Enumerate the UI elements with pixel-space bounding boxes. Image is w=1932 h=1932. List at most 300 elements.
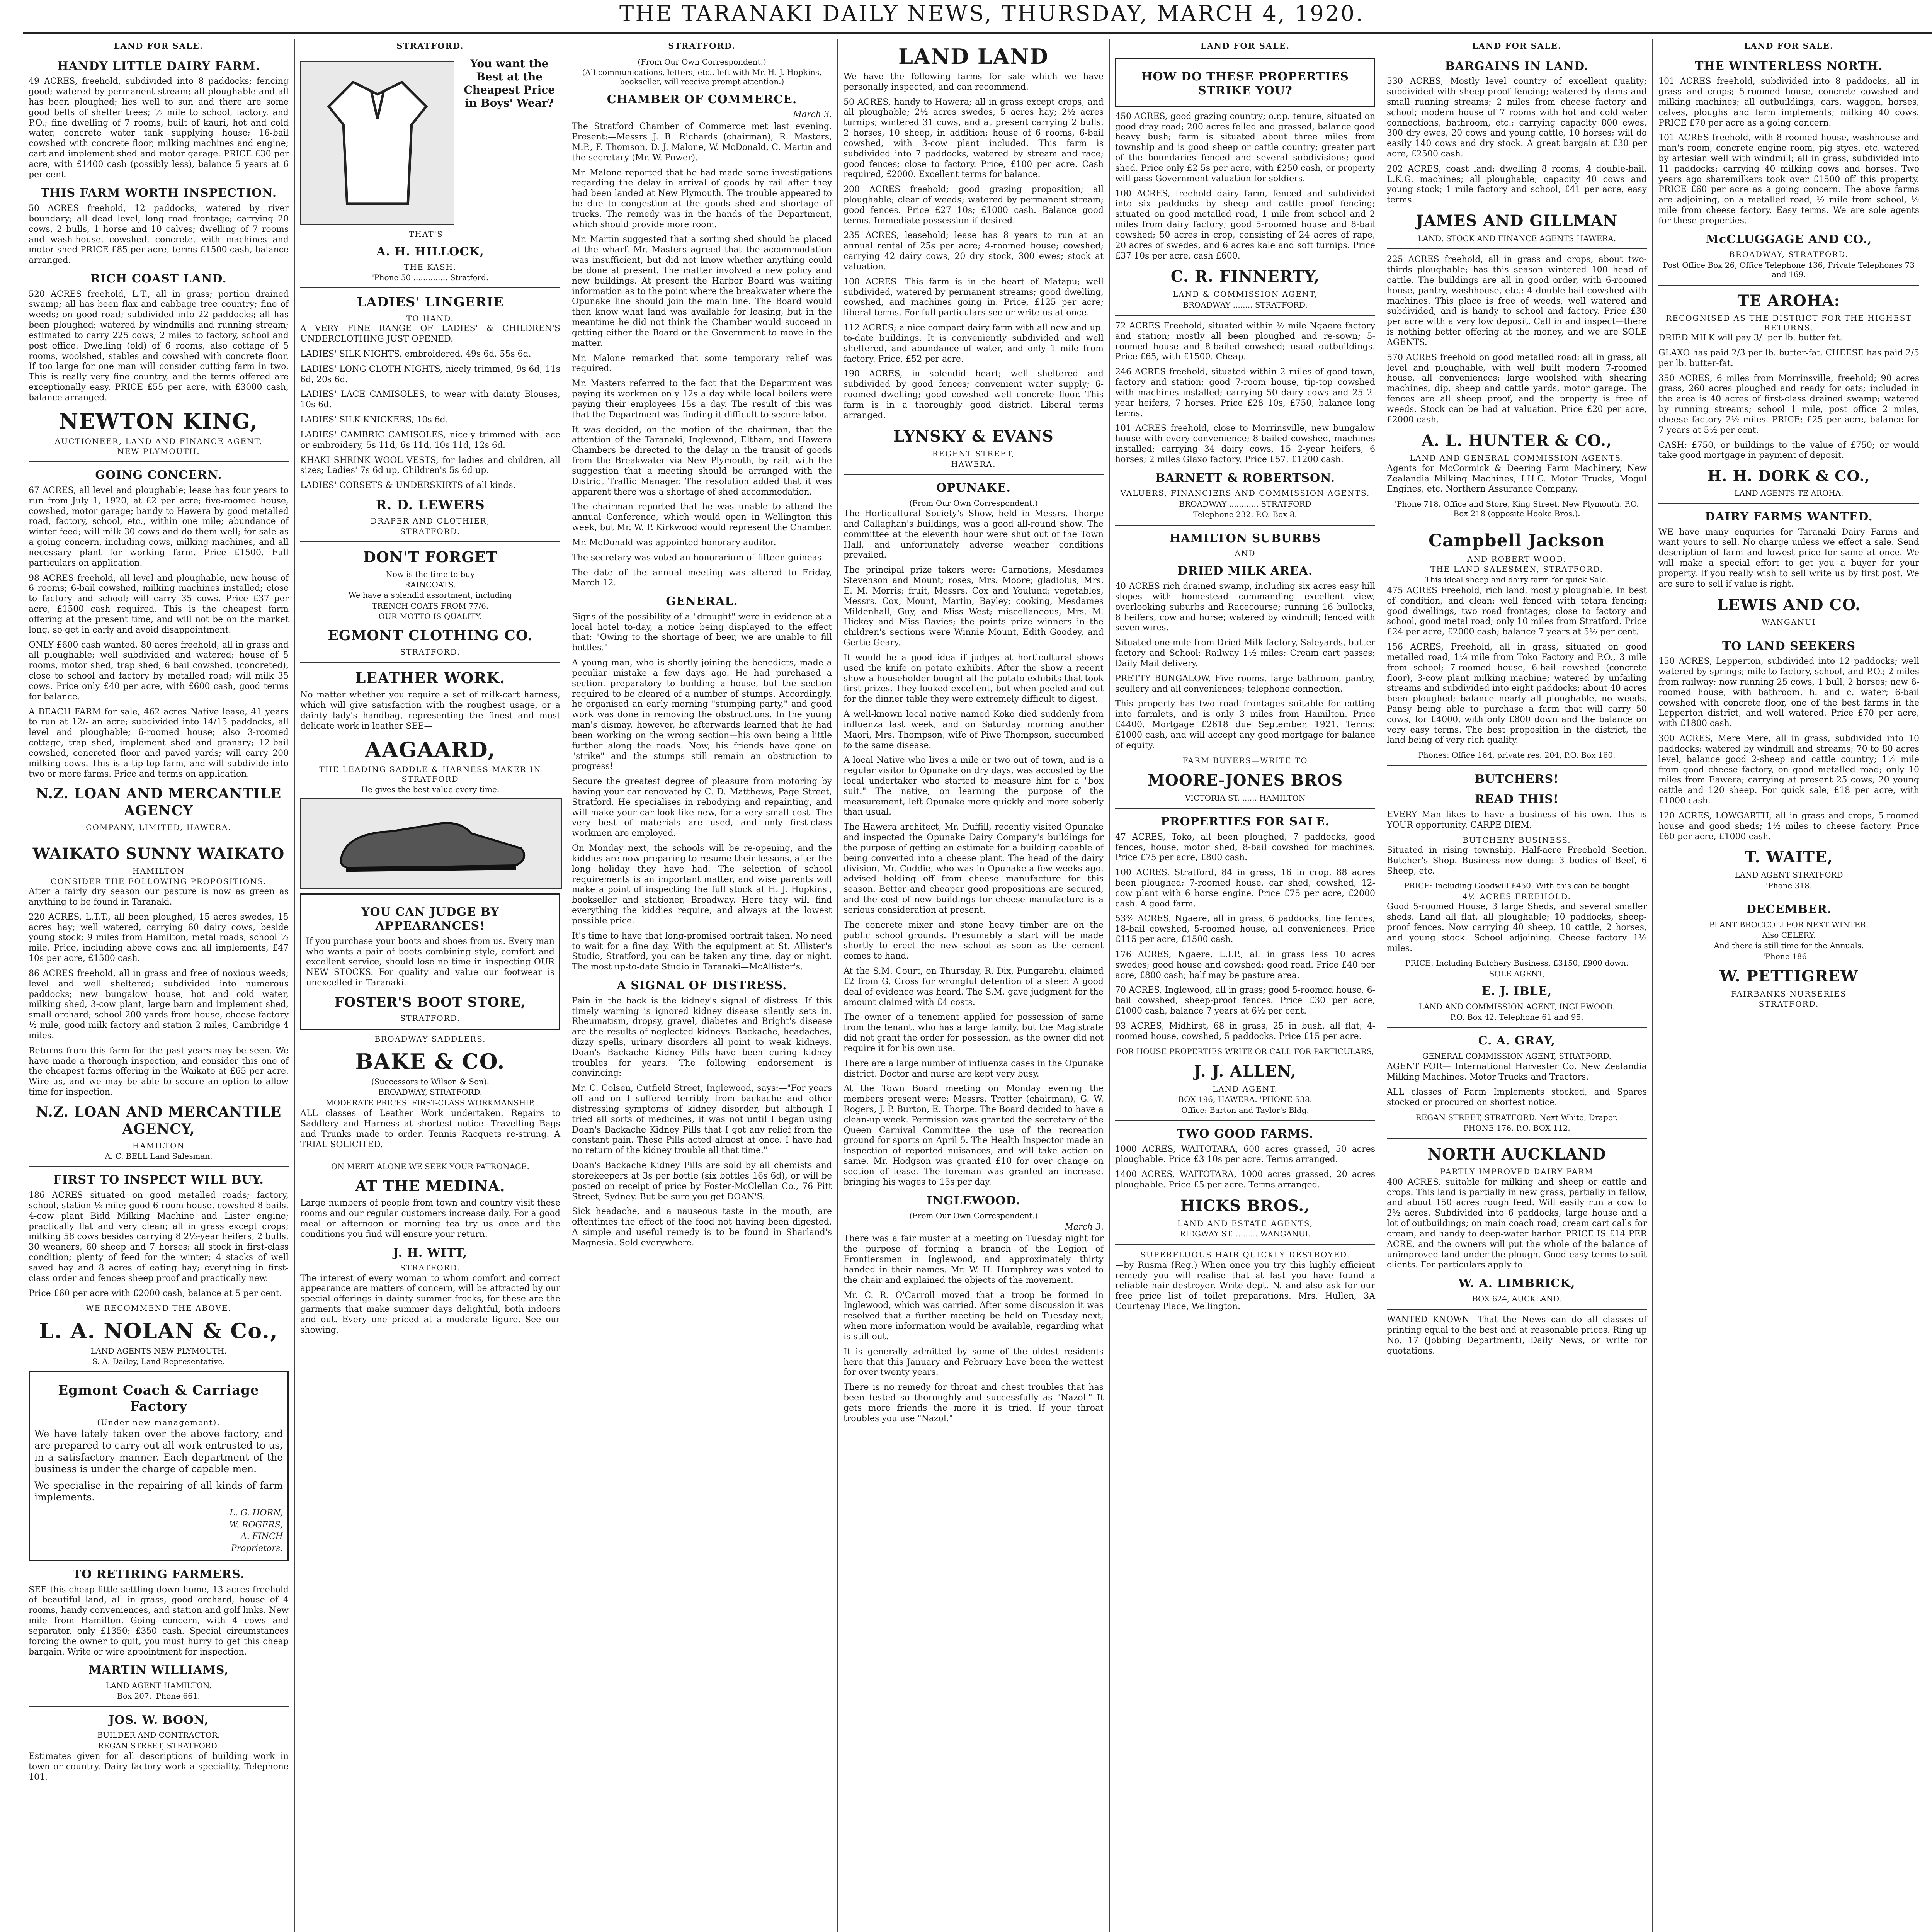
article-heading: GENERAL. xyxy=(666,595,738,609)
ad-text: After a fairly dry season our pasture is now as green as anything to be found in Taranaki. xyxy=(29,887,289,907)
lingerie-item: LADIES' SILK NIGHTS, embroidered, 49s 6d, 55s 6d. xyxy=(300,349,531,359)
ad-text: Situated in rising township. Half-acre Freehold Section. Butcher's Shop. Business now doing: 3 bodies of Beef, 6 Sheep, etc. xyxy=(1387,845,1647,876)
column-1 xyxy=(23,39,295,1932)
article-text: The Horticultural Society's Show, held in Messrs. Thorpe and Callaghan's buildings, was a good all-round show. The committee at the eleventh hour were shut out of the Town Hall, and unfortunately adverse weather conditions prevailed. xyxy=(844,509,1104,560)
ad-text: THAT'S— xyxy=(409,229,452,239)
article-text: Mr. Malone reported that he had made some investigations regarding the delay in arrival of goods by rail after they had been landed at New Plymouth. The trouble appeared to be due to congestion at the goods shed and shortage of trucks. The remedy was in the hands of the Department, which should provide more room. xyxy=(572,168,832,230)
agent-subtitle: LAND AND GENERAL COMMISSION AGENTS. xyxy=(1410,453,1624,463)
medina-heading: AT THE MEDINA. xyxy=(355,1177,505,1195)
article-text: There is no remedy for throat and chest troubles that has been tested so thoroughly and successfully as "Nazol." It gets more friends the more it is tried. If your throat troubles you use "Nazol." xyxy=(844,1383,1104,1423)
article-text: Mr. C. Colsen, Cutfield Street, Inglewood, says:—"For years off and on I suffered terribly from backache and other distressing symptoms of kidney disorder, but although I tried all sorts of medicines, it was not until I began using Doan's Backache Kidney Pills that I got any relief from the constant pain. These Pills acted almost at once. I have had no return of the kidney trouble all that time." xyxy=(572,1083,832,1156)
ad-heading: TO RETIRING FARMERS. xyxy=(72,1568,245,1582)
article-text: Mr. Masters referred to the fact that the Department was paying its workmen only 12s a day while local boilers were paying their employees 15s a day. The result of this was that the Department was finding it difficult to secure labor. xyxy=(572,379,832,420)
agent-town: STRATFORD. xyxy=(400,526,461,536)
ad-heading: HANDY LITTLE DAIRY FARM. xyxy=(57,59,260,73)
shirt-ad-text: You want the Best at the Cheapest Price in Boys' Wear? xyxy=(464,57,555,110)
divider xyxy=(1658,503,1919,504)
divider xyxy=(1387,1027,1647,1028)
ad-text: 246 ACRES freehold, situated within 2 miles of good town, factory and station; good 7-room house, tip-top cowshed with machines installed; carrying 50 dairy cows and 25 2-year heifers, 7 horses. Price £28 10s, £750, balance long terms. xyxy=(1115,367,1375,418)
ad-text: A BEACH FARM for sale, 462 acres Native lease, 41 years to run at 12/- an acre; subdivided into 14/15 paddocks, all level and ploughable; 6-roomed house; also 3-roomed cottage, trap shed, implement shed and granary; 12-bail cowshed, concreted floor and paved yards; will carry 200 milking cows. This is a tip-top farm, and will subdivide into two or more farms. Price and terms on application. xyxy=(29,707,289,779)
column-6 xyxy=(1381,39,1653,1932)
ad-text: 112 ACRES; a nice compact dairy farm with all new and up-to-date buildings. It is conveniently subdivided and well sheltered, and abundance of water, and only 1 mile from factory. Price, £52 per acre. xyxy=(844,323,1104,364)
agent-rep: S. A. Dailey, Land Representative. xyxy=(92,1357,225,1366)
article-text: A young man, who is shortly joining the benedicts, made a peculiar mistake a few days ago. He had purchased a section, preparatory to building a house, but the section required to be cleared of a number of stumps. Accordingly, he organised an early morning "stumping party," and good work was done in removing the obstructions. In the young man's dismay, however, he afterwards learned that he had been working on the wrong section—his own being a little further along the roads. Now, his friends have gone on "strike" and the stumps still remain an obstruction to progress! xyxy=(572,658,832,772)
agent-subtitle: FAIRBANKS NURSERIES xyxy=(1731,989,1847,998)
ad-text: DRIED MILK will pay 3/- per lb. butter-fat. xyxy=(1658,333,1842,343)
article-heading: OPUNAKE. xyxy=(936,481,1011,495)
ad-heading: GOING CONCERN. xyxy=(95,468,222,482)
shirt-illustration xyxy=(300,61,454,225)
agent-name: BAKE & CO. xyxy=(355,1049,505,1074)
agent-name: BARNETT & ROBERTSON. xyxy=(1155,471,1335,485)
agent-subtitle: BUILDER AND CONTRACTOR. xyxy=(97,1730,220,1740)
agency-subtitle: HAMILTON xyxy=(132,1141,185,1150)
agent-name: NEWTON KING, xyxy=(59,408,259,434)
agent-subtitle: LAND AND ESTATE AGENTS, xyxy=(1177,1218,1313,1228)
ad-subheading: RECOGNISED AS THE DISTRICT FOR THE HIGHEST RETURNS. xyxy=(1666,313,1912,332)
ad-heading: TO LAND SEEKERS xyxy=(1722,639,1856,653)
article-text: There are a large number of influenza cases in the Opunake district. Doctor and nurse are kept very busy. xyxy=(844,1058,1104,1079)
ad-text: 475 ACRES Freehold, rich land, mostly ploughable. In best of condition, and clean; well fenced with totara fencing; good dwellings, two road frontages; close to factory and school, good metal road; only 10 miles from Stratford. Price £24 per acre, £2000 cash; balance 7 years at 5½ per cent. xyxy=(1387,585,1647,637)
article-text: Pain in the back is the kidney's signal of distress. If this timely warning is ignored kidney disease silently sets in. Rheumatism, dropsy, gravel, diabetes and Bright's disease are the results of neglected kidneys. Backache, headaches, dizzy spells, urinary disorders all point to weak kidneys. Doan's Backache Kidney Pills have been curing kidney troubles for years. The following endorsement is convincing: xyxy=(572,996,832,1078)
agent-name: A. H. HILLOCK, xyxy=(376,245,484,259)
ad-text: 186 ACRES situated on good metalled roads; factory, school, station ½ mile; good 6-room house, cowshed 8 bails, 4-cow plant Bidd Milking Machine and Lister engine; practically flat and very clean; all in grass except crops; milking 58 cows besides carrying 8 2½-year heifers, 2 bulls, 30 weaners, 60 sheep and 7 horses; all stock in first-class condition; plenty of feed for the winter; 4 stacks of well saved hay and 8 acres of eating hay; everything in first-class order and fences sheep proof and practically new. xyxy=(29,1190,289,1283)
divider xyxy=(29,1166,289,1167)
agency-name: N.Z. LOAN AND MERCANTILE AGENCY xyxy=(36,786,282,819)
agent-phone: 'Phone 318. xyxy=(1765,881,1812,890)
signature: L. G. HORN, xyxy=(230,1508,283,1518)
agent-subtitle: LAND & COMMISSION AGENT, xyxy=(1173,289,1318,299)
ad-text: 100 ACRES, freehold dairy farm, fenced and subdivided into six paddocks by sheep and cattle proof fencing; situated on good metalled road, 1 mile from school and 2 miles from dairy factory; good 5-roomed house and 8-bail cowshed; 50 acres in crop, consisting of 24 acres of rape, 20 acres of swedes, and 6 acres kale and soft turnips. Price £37 10s per acre, cash £600. xyxy=(1115,189,1375,261)
ad-text: —by Rusma (Reg.) When once you try this highly efficient remedy you will realise that at last you have found a reliable hair destroyer. Write dept. N. and also ask for our free price list of toilet preparations. Mrs. Hullen, 3A Courtenay Place, Wellington. xyxy=(1115,1260,1375,1312)
ad-text: ALL classes of Leather Work undertaken. Repairs to Saddlery and Harness at shortest notice. Travelling Bags and Trunks made to order. Tennis Racquets re-strung. A TRIAL SOLICITED. xyxy=(300,1109,560,1150)
ad-text: AGENT FOR— International Harvester Co. New Zealandia Milking Machines. Motor Trucks and Tractors. xyxy=(1387,1062,1647,1082)
lingerie-item: KHAKI SHRINK WOOL VESTS, for ladies and children, all sizes; Ladies' 7s 6d up, Children's 5s 6d up. xyxy=(300,455,560,476)
ad-heading: THIS FARM WORTH INSPECTION. xyxy=(40,186,277,200)
article-text: It is generally admitted by some of the oldest residents here that this January and February have been the wettest for over twenty years. xyxy=(844,1347,1104,1378)
land-heading: LAND LAND xyxy=(898,44,1049,69)
agent-subtitle: DRAPER AND CLOTHIER, xyxy=(370,516,490,526)
ad-text: This property has two road frontages suitable for cutting into farmlets, and is only 3 miles from Hamilton. Price £4400. Mortgage £2618 due September, 1921. Terms: £1000 cash, and will accept any good mortgage for balance of equity. xyxy=(1115,699,1375,750)
ad-text: ONLY £600 cash wanted. 80 acres freehold, all in grass and all ploughable; well subdivided and watered; house of 5 rooms, motor shed, trap shed, 6 bail cowshed, (concreted), close to school and factory by metalled road; will milk 35 cows. Price only £40 per acre, with £600 cash, good terms for balance. xyxy=(29,640,289,702)
ad-text: He gives the best value every time. xyxy=(361,785,500,794)
ad-text: The interest of every woman to whom comfort and correct appearance are matters of concern, will be attracted by our special offerings in dainty summer frocks, for these are the garments that make summer days delightful, both indoors and out. Every one priced at a moderate figure. See our showing. xyxy=(300,1273,560,1335)
ad-text: A VERY FINE RANGE OF LADIES' & CHILDREN'S UNDERCLOTHING JUST OPENED. xyxy=(300,324,560,344)
divider xyxy=(1115,315,1375,316)
article-text: The owner of a tenement applied for possession of same from the tenant, who has a large family, but the Magistrate did not grant the order for possession, as the owner did not require it for his own use. xyxy=(844,1012,1104,1053)
ad-text: FOR HOUSE PROPERTIES WRITE OR CALL FOR PARTICULARS, xyxy=(1116,1046,1374,1056)
agent-box: Box 207. 'Phone 661. xyxy=(117,1691,200,1701)
section-header: LAND FOR SALE. xyxy=(1115,39,1375,53)
ad-text: 100 ACRES—This farm is in the heart of Matapu; well subdivided, watered by permanent streams; good dwelling, cowshed, and machines going in. Price, £125 per acre; liberal terms. For full particulars see or write us at once. xyxy=(844,277,1104,318)
ad-text: 156 ACRES, Freehold, all in grass, situated on good metalled road, 1¼ mile from Toko Factory and P.O., 3 mile from school; 7-roomed house, 6-bail cowshed (concrete floor), 3-cow plant milking machine; watered by unfailing streams and subdivided into eight paddocks; about 40 acres been ploughed; balance nearly all ploughable, no weeds. Pansy being able to purchase a farm that will carry 50 cows, for £4000, with only £800 down and the balance on very easy terms. The best proposition in the district, the land being of very rich quality. xyxy=(1387,642,1647,745)
agent-town: WANGANUI xyxy=(1762,617,1816,627)
ad-text: 47 ACRES, Toko, all been ploughed, 7 paddocks, good fences, house, motor shed, 8-bail cowshed for machines. Price £75 per acre, £800 cash. xyxy=(1115,832,1375,863)
coach-title: Egmont Coach & Carriage Factory xyxy=(58,1383,259,1414)
ad-subheading: BUTCHERY BUSINESS. xyxy=(1463,835,1571,845)
coach-factory-ad xyxy=(29,1371,289,1561)
divider xyxy=(1387,1309,1647,1310)
signature: Proprietors. xyxy=(231,1544,283,1554)
agent-address: VICTORIA ST. ...... HAMILTON xyxy=(1185,793,1306,803)
correspondent: (From Our Own Correspondent.) xyxy=(909,1211,1038,1221)
agent-town: STRATFORD. xyxy=(1759,999,1819,1009)
section-header: LAND FOR SALE. xyxy=(1658,39,1919,53)
ad-text: BROADWAY SADDLERS. xyxy=(374,1034,486,1044)
article-heading: A SIGNAL OF DISTRESS. xyxy=(617,979,787,993)
agent-name: R. D. LEWERS xyxy=(376,497,485,513)
ad-subheading: 4½ ACRES FREEHOLD. xyxy=(1463,891,1571,901)
egmont-clothing: EGMONT CLOTHING CO. xyxy=(328,627,533,644)
ad-text: 40 ACRES rich drained swamp, including six acres easy hill slopes with homestead commanding excellent view, overlooking suburbs and Racecourse; running 16 bullocks, 8 heifers, cow and horse; watered by windmill; fenced with seven wires. xyxy=(1115,582,1375,633)
agent-address: REGENT STREET, xyxy=(932,449,1015,459)
ad-text: WANTED KNOWN—That the News can do all classes of printing equal to the best and at reasonable prices. Ring up No. 17 (Jobbing Department), Daily News, or write for quotations. xyxy=(1387,1315,1647,1356)
article-text: The Hawera architect, Mr. Duffill, recently visited Opunake and inspected the Opunake Dairy Company's buildings for the purpose of getting an estimate for a building capable of being converted into a cheese plant. The head of the dairy division, Mr. Cuddie, who was in Opunake a few weeks ago, advised holding off from cheese manufacture for this season. Better and cheaper good propositions are secured, and the cost of new buildings for cheese manufacture is a serious consideration at present. xyxy=(844,822,1104,915)
ad-heading: RICH COAST LAND. xyxy=(90,272,227,286)
ad-text: 50 ACRES freehold, 12 paddocks, watered by river boundary; all dead level, long road frontage; carrying 20 cows, 2 bulls, 1 horse and 10 calves; dwelling of 7 rooms and wash-house, cowshed, concrete, with machines and motor shed PRICE £85 per acre, terms £1500 cash, balance arranged. xyxy=(29,204,289,265)
article-text: At the S.M. Court, on Thursday, R. Dix, Pungarehu, claimed £2 from G. Cross for wrongful detention of a steer. A good deal of evidence was heard. The S.M. gave judgment for the amount claimed with £4 costs. xyxy=(844,966,1104,1007)
divider xyxy=(29,1706,289,1707)
article-text: Signs of the possibility of a "drought" were in evidence at a local hotel to-day, a notice being displayed to the effect that: "Owing to the shortage of beer, we are unable to fill bottles." xyxy=(572,612,832,653)
masthead-title: THE TARANAKI DAILY NEWS, THURSDAY, MARCH 4, 1920. xyxy=(619,1,1364,26)
agent-town: STRATFORD. xyxy=(400,1263,461,1273)
agent-box: BOX 196, HAWERA. 'PHONE 538. xyxy=(1178,1095,1312,1104)
divider xyxy=(844,474,1104,475)
agent-name: W. A. LIMBRICK, xyxy=(1458,1277,1575,1291)
ad-text: And there is still time for the Annuals. xyxy=(1714,941,1864,951)
agent-address: REGAN STREET, STRATFORD. Next White, Draper. xyxy=(1415,1112,1618,1122)
agent-name: C. R. FINNERTY, xyxy=(1170,267,1320,286)
ad-text: We have lately taken over the above factory, and are prepared to carry out all work entrusted to us, in a satisfactory manner. Each department of the business is under the charge of capable men. xyxy=(34,1428,283,1475)
ad-text: PLANT BROCCOLI FOR NEXT WINTER. xyxy=(1709,920,1869,929)
lingerie-item: LADIES' CORSETS & UNDERSKIRTS of all kinds. xyxy=(300,481,516,491)
divider xyxy=(1387,1138,1647,1139)
agent-name: FOSTER'S BOOT STORE, xyxy=(334,994,526,1010)
ad-text: 120 ACRES, LOWGARTH, all in grass and crops, 5-roomed house and good sheds; 1½ miles to cheese factory. Price £60 per acre, £1000 cash. xyxy=(1658,811,1919,842)
agent-town: BROADWAY ............ STRATFORD xyxy=(1179,499,1311,509)
agent-subtitle: LAND AGENTS TE AROHA. xyxy=(1734,488,1844,498)
agent-subtitle: LAND AGENT STRATFORD xyxy=(1735,870,1843,880)
ad-heading: HAMILTON SUBURBS xyxy=(1169,531,1321,545)
agent-town: BROADWAY ........ STRATFORD. xyxy=(1183,300,1308,310)
lingerie-item: LADIES' LONG CLOTH NIGHTS, nicely trimmed, 9s 6d, 11s 6d, 20s 6d. xyxy=(300,364,560,384)
agent-subtitle: AUCTIONEER, LAND AND FINANCE AGENT, xyxy=(54,436,263,446)
agent-subtitle: THE KASH. xyxy=(404,262,457,272)
ad-text: We have a splendid assortment, including xyxy=(348,590,512,600)
agency-name: N.Z. LOAN AND MERCANTILE AGENCY, xyxy=(36,1104,282,1137)
article-text: The date of the annual meeting was altered to Friday, March 12. xyxy=(572,568,832,588)
ad-text: 101 ACRES freehold, subdivided into 8 paddocks, all in grass and crops; 5-roomed house, concrete cowshed and milking machines; all outbuildings, cars, waggon, horses, calves, ploughs and farm implements; milking 40 cows. PRICE £70 per acre as a going concern. xyxy=(1658,77,1919,128)
ad-text: 49 ACRES, freehold, subdivided into 8 paddocks; fencing good; watered by permanent stream; all ploughable and all has been ploughed; lies well to sun and there are some good belts of shelter trees; ½ mile to school, factory, and P.O.; fine dwelling of 7 rooms, built of kauri, hot and cold water, concrete water tank supplying house; 16-bail cowshed with concrete floor, milking machines and engine; cart and implement shed and motor garage. PRICE £30 per acre, with £1400 cash (possibly less), balance 5 years at 6 per cent. xyxy=(29,77,289,180)
divider xyxy=(300,662,560,663)
ad-heading: DECEMBER. xyxy=(1746,903,1832,916)
agent-box: P.O. Box 42. Telephone 61 and 95. xyxy=(1450,1012,1583,1022)
lingerie-item: LADIES' LACE CAMISOLES, to wear with dainty Blouses, 10s 6d. xyxy=(300,389,560,410)
ad-heading: BARGAINS IN LAND. xyxy=(1445,59,1589,73)
correspondent: (From Our Own Correspondent.) xyxy=(638,57,766,66)
agent-subtitle: LAND AND COMMISSION AGENT, INGLEWOOD. xyxy=(1418,1002,1615,1011)
leather-heading: LEATHER WORK. xyxy=(355,669,505,687)
ad-text: Returns from this farm for the past years may be seen. We have made a thorough inspection, and consider this one of the cheapest farms offering in the Waikato at £65 per acre. Wire us, and we may be able to secure an option to allow time for inspection. xyxy=(29,1046,289,1097)
divider xyxy=(29,461,289,462)
agent-subtitle: LAND AGENTS NEW PLYMOUTH. xyxy=(90,1346,227,1355)
article-text: At the Town Board meeting on Monday evening the members present were: Messrs. Trotter (chairman), G. W. Rogers, J. P. Burton, E. Thorpe. The Board decided to have a clean-up week. Permission was granted the secretary of the Queen Carnival Committee the use of the recreation ground for sports on April 5. The Health Inspector made an inspection of reported nuisances, and will take action on same. Mr. Hodgson was granted £10 for over change on section of lease. The foreman was granted an increase, bringing his wages to 15s per day. xyxy=(844,1084,1104,1187)
ad-text: 570 ACRES freehold on good metalled road; all in grass, all level and ploughable, with well built modern 7-roomed house, all conveniences; large woolshed with shearing machines, dip, sheep and cattle yards, motor garage. The fences are all sheep proof, and the property is free of weeds. Stock can be had at valuation. Price £20 per acre, £2000 cash. xyxy=(1387,352,1647,425)
ad-text: 235 ACRES, leasehold; lease has 8 years to run at an annual rental of 25s per acre; 4-roomed house; cowshed; carrying 42 dairy cows, 20 dry stock, 300 ewes; stock at valuation. xyxy=(844,231,1104,272)
agent-name: T. WAITE, xyxy=(1745,848,1833,867)
ad-text: Also CELERY. xyxy=(1762,930,1816,940)
agent-name: L. A. NOLAN & Co., xyxy=(39,1318,278,1343)
shirt-ad xyxy=(300,57,560,229)
ad-heading: THE WINTERLESS NORTH. xyxy=(1695,59,1883,73)
ad-text: 150 ACRES, Lepperton, subdivided into 12 paddocks; well watered by springs; mile to factory, school, and P.O.; 2 miles from railway; now running 25 cows, 1 bull, 2 horses; new 6-roomed house, with bathroom, h. and c. water; 6-bail cowshed with concrete floor, one of the best farms in the Lepperton district, and well watered. Price £70 per acre, with £1800 cash. xyxy=(1658,656,1919,729)
agent-address: 'Phone 718. Office and Store, King Street, New Plymouth. P.O. Box 218 (opposite Hooke Bros.). xyxy=(1395,499,1639,518)
agent-name: MOORE-JONES BROS xyxy=(1147,771,1343,789)
agent-address: REGAN STREET, STRATFORD. xyxy=(98,1741,219,1750)
ad-text: MODERATE PRICES. FIRST-CLASS WORKMANSHIP. xyxy=(326,1098,535,1107)
ad-text: 101 ACRES freehold, close to Morrinsville, new bungalow house with every convenience; 8-bailed cowshed, machines installed; carrying 34 dairy cows, 15 2-year heifers, 6 horses; 2 miles Glaxo factory. Price £57, £1200 cash. xyxy=(1115,423,1375,464)
ad-text: 350 ACRES, 6 miles from Morrinsville, freehold; 90 acres grass, 260 acres ploughed and ready for oats; included in the area is 40 acres of first-class drained swamp; watered by running streams; school 1 mile, post office 2 miles, cheese factory 2½ miles. PRICE: £25 per acre, balance for 7 years at 5½ per cent. xyxy=(1658,373,1919,435)
column-3 xyxy=(566,39,838,1932)
ad-text: We have the following farms for sale which we have personally inspected, and can recommend. xyxy=(844,71,1104,92)
agent-subtitle: THE LEADING SADDLE & HARNESS MAKER IN STRATFORD xyxy=(319,765,541,784)
waikato-subtitle: HAMILTON xyxy=(132,866,185,876)
signature: A. FINCH xyxy=(240,1532,283,1542)
agent-town: STRATFORD. xyxy=(400,1014,461,1023)
agent-subtitle: LAND AGENT. xyxy=(1213,1084,1278,1094)
agent-name: AAGAARD, xyxy=(365,737,496,762)
ad-text: 176 ACRES, Ngaere, L.I.P., all in grass less 10 acres swedes; good house and cowshed; good road. Price £40 per acre, £800 cash; half may be pasture area. xyxy=(1115,949,1375,980)
coach-subtitle: (Under new management). xyxy=(97,1418,220,1427)
agent-subtitle: THE LAND SALESMEN, STRATFORD. xyxy=(1430,565,1603,574)
agent-phone: PHONE 176. P.O. BOX 112. xyxy=(1463,1123,1570,1133)
agent-name: J. J. ALLEN, xyxy=(1194,1062,1297,1080)
ad-heading: TWO GOOD FARMS. xyxy=(1177,1127,1314,1141)
ad-text: 98 ACRES freehold, all level and ploughable, new house of 6 rooms; 6-bail cowshed, milking machines installed; close to factory and school; will carry 35 cows. Price £37 per acre, £1500 cash required. This is the cheapest farm offering at the present time, and will not be on the market long, so get in early and avoid disappointment. xyxy=(29,573,289,635)
properties-box xyxy=(1115,58,1375,107)
column-7 xyxy=(1653,39,1925,1932)
article-text: The concrete mixer and stone heavy timber are on the public school grounds. Presumably a start will be made shortly to erect the new school as soon as the cement comes to hand. xyxy=(844,920,1104,961)
ad-text: 72 ACRES Freehold, situated within ½ mile Ngaere factory and station; mostly all been ploughed and re-sown; 5-roomed house and 8-bailed cowshed; usual outbuildings. Price £65, with £1500. Cheap. xyxy=(1115,321,1375,362)
divider xyxy=(1115,808,1375,809)
ad-text: Price £60 per acre with £2000 cash, balance at 5 per cent. xyxy=(29,1288,282,1298)
ad-heading: DRIED MILK AREA. xyxy=(1177,564,1313,578)
ad-text: 53¾ ACRES, Ngaere, all in grass, 6 paddocks, fine fences, 18-bail cowshed, 5-roomed house, all conveniences. Price £115 per acre, £1500 cash. xyxy=(1115,914,1375,945)
ad-text: 190 ACRES, in splendid heart; well sheltered and subdivided by good fences; convenient water supply; 6-roomed dwelling; good cowshed well concrete floor. This farm is in a thoroughly good district. Liberal terms arranged. xyxy=(844,369,1104,420)
ad-text: Large numbers of people from town and country visit these rooms and our regular customers increase daily. For a good meal or afternoon or morning tea try us once and the conditions you find will ensure your return. xyxy=(300,1198,560,1239)
article-text: There was a fair muster at a meeting on Tuesday night for the purpose of forming a branch of the Legion of Frontiersmen in Inglewood, and approximately thirty handed in their names. Mr. W. H. Humphrey was voted to the chair and explained the objects of the movement. xyxy=(844,1234,1104,1285)
ad-text: 100 ACRES, Stratford, 84 in grass, 16 in crop, 88 acres been ploughed; 7-roomed house, car shed, cowshed, 12-cow plant with 6 horse engine. Price £75 per acre, £2000 cash. A good farm. xyxy=(1115,868,1375,909)
agent-name: HICKS BROS., xyxy=(1180,1196,1310,1215)
ad-text: This ideal sheep and dairy farm for quick Sale. xyxy=(1425,575,1609,585)
article-date: March 3. xyxy=(793,110,832,120)
article-text: Mr. Malone remarked that some temporary relief was required. xyxy=(572,353,832,374)
divider xyxy=(1387,248,1647,249)
article-text: Secure the greatest degree of pleasure from motoring by having your car renovated by C. D. Matthews, Page Street, Stratford. He specialises in rebodying and repainting, and will make your car look like new, for a very small cost. The very best of materials are used, and only first-class workmen are employed. xyxy=(572,777,832,838)
ad-heading: PROPERTIES FOR SALE. xyxy=(1161,815,1330,829)
article-text: Mr. Martin suggested that a sorting shed should be placed at the wharf. Mr. Masters agreed that the accommodation was insufficient, but did not know whether anything could be done at present. The matter involved a new policy and new buildings. At present the Harbor Board was waiting information as to the point where the breakwater where the Opunake line should join the main line. The Board would then know what land was available for leasing, but in the meantime he did not think the Chamber would succeed in getting either the Board or the Government to move in the matter. xyxy=(572,235,832,348)
divider xyxy=(1115,1244,1375,1245)
divider xyxy=(1658,285,1919,286)
agent-subtitle: LAND, STOCK AND FINANCE AGENTS HAWERA. xyxy=(1417,233,1616,243)
ad-text: 225 ACRES freehold, all in grass and crops, about two-thirds ploughable; has this season wintered 100 head of cattle. The buildings are all in good order, with 6-roomed house, pantry, washhouse, etc.; 4 double-bail cowshed with machines. This place is free of weeds, well watered and subdivided, and is handy to school and factory. Price £30 per acre with a very low deposit. Call in and inspect—there is nothing better offering at the money, and we are SOLE AGENTS. xyxy=(1387,255,1647,347)
ad-text: CASH: £750, or buildings to the value of £750; or would take good mortgage in payment of deposit. xyxy=(1658,440,1919,461)
agent-town: STRATFORD. xyxy=(400,647,461,657)
agent-address: RIDGWAY ST. ......... WANGANUI. xyxy=(1180,1229,1311,1239)
article-heading: INGLEWOOD. xyxy=(927,1194,1020,1208)
article-text: Mr. C. R. O'Carroll moved that a troop be formed in Inglewood, which was carried. After some discussion it was resolved that a further meeting be held on Tuesday next, when more information would be available, regarding what is still out. xyxy=(844,1290,1104,1342)
divider xyxy=(300,541,560,542)
agent-name: W. PETTIGREW xyxy=(1719,967,1858,986)
agent-town: NEW PLYMOUTH. xyxy=(117,447,200,456)
ad-text: 50 ACRES, handy to Hawera; all in grass except crops, and all ploughable; 2½ acres swedes, 5 acres hay; 2½ acres turnips; wintered 31 cows, and at present carrying 2 bulls, 2 horses, 10 sheep, in addition; house of 6 rooms, 6-bail cowshed, with 3-cow plant included. This farm is subdivided into 7 paddocks, watered by stream and race; good fences; close to factory. Price, £100 per acre. Cash required, £2000. Excellent terms for balance. xyxy=(844,97,1104,180)
ad-heading: NORTH AUCKLAND xyxy=(1427,1145,1606,1163)
agent-name: MARTIN WILLIAMS, xyxy=(88,1663,229,1677)
agent-phone: 'Phone 50 .............. Stratford. xyxy=(372,272,489,282)
ad-text: No matter whether you require a set of milk-cart harness, which will give satisfaction with the roughest usage, or a dainty lady's handbag, representing the finest and most delicate work in leather SEE— xyxy=(300,690,560,731)
article-text: The principal prize takers were: Carnations, Mesdames Stevenson and Mount; roses, Mrs. Moore; gladiolus, Mrs. E. M. Morris; fruit, Messrs. Cox and Youlund; vegetables, Messrs. Cox, Mount, Martin, Bayley; cooking, Mesdames Mildenhall, Guy, and Miss West; miscellaneous, Mrs. M. Hickey and Miss Davies; the points prize winners in the children's sections were Winnie Mount, Edith Goodey, and Gertie Geary. xyxy=(844,565,1104,648)
article-text: Mr. McDonald was appointed honorary auditor. xyxy=(572,537,776,548)
lingerie-heading: LADIES' LINGERIE xyxy=(357,294,504,310)
ad-text: 202 ACRES, coast land; dwelling 8 rooms, 4 double-bail, L.K.G. machines; all ploughable; capacity 40 cows and young stock; 1 mile factory and school, £41 per acre, easy terms. xyxy=(1387,164,1647,205)
lingerie-item: LADIES' CAMBRIC CAMISOLES, nicely trimmed with lace or embroidery, 5s 11d, 6s 11d, 10s 11d, 12s 6d. xyxy=(300,430,560,450)
divider xyxy=(1387,765,1647,766)
article-text: It was decided, on the motion of the chairman, that the attention of the Taranaki, Inglewood, Eltham, and Hawera Chambers be directed to the delay in the transit of goods from the Breakwater via New Plymouth, by rail, with the suggestion that a meeting should be arranged with the District Traffic Manager. The resolution added that it was apparent there was a shortage of shed accommodation. xyxy=(572,425,832,497)
ad-text: OUR MOTTO IS QUALITY. xyxy=(378,612,482,621)
ad-text: Now is the time to buy xyxy=(386,569,475,579)
ad-text: ALL classes of Farm Implements stocked, and Spares stocked or procured on shortest notice. xyxy=(1387,1087,1647,1107)
agent-name: H. H. DORK & CO., xyxy=(1708,467,1870,485)
agent-name: JAMES AND GILLMAN xyxy=(1416,212,1618,230)
ad-text: 101 ACRES freehold, with 8-roomed house, washhouse and man's room, concrete engine room, pig styes, etc. watered by artesian well with windmill; all in grass, subdivided into 11 paddocks; carrying 40 milking cows and horses. Two years ago sharemilkers took over £1500 off this property. PRICE £60 per acre as a going concern. The above farms are adjoining, on a metalled road, ½ mile from school, ½ mile from cheese factory. Easy terms. We are sole agents for these properties. xyxy=(1658,133,1919,226)
article-text: It would be a good idea if judges at horticultural shows used the knife on potato exhibits. After the show a recent show a householder bought all the potato exhibits that took first prizes. They looked excellent, but when peeled and cut for the dinner table they were extremely difficult to digest. xyxy=(844,653,1104,704)
boot-illustration xyxy=(300,798,562,889)
ad-heading: TE AROHA: xyxy=(1737,291,1840,310)
ad-text: PRETTY BUNGALOW. Five rooms, large bathroom, pantry, scullery and all conveniences; telephone connection. xyxy=(1115,673,1375,694)
article-text: On Monday next, the schools will be re-opening, and the kiddies are now preparing to resume their lessons, after the long holiday they have had. The selection of school requirements is an important matter, and wise parents will make a point of inspecting the full stock at H. J. Hopkins', bookseller and stationer, Broadway. Here they will find everything the kiddies require, and always at the lowest possible price. xyxy=(572,844,832,926)
ad-text: 93 ACRES, Midhirst, 68 in grass, 25 in bush, all flat, 4-roomed house, cowshed, 5 paddocks. Price £15 per acre. xyxy=(1115,1021,1375,1041)
column-5 xyxy=(1110,39,1381,1932)
masthead xyxy=(0,0,1932,27)
masthead-rule xyxy=(23,32,1932,34)
dont-forget-heading: DON'T FORGET xyxy=(363,548,498,566)
agent-name: A. L. HUNTER & CO., xyxy=(1422,431,1612,450)
ad-text: WE have many enquiries for Taranaki Dairy Farms and want yours to sell. No charge unless we effect a sale. Send description of farm and lowest price for same at once. We will make a special effort to get you a buyer for your property. If you really wish to sell write us by first post. We are sure to sell if value is right. xyxy=(1658,527,1919,589)
agent-name: Campbell Jackson xyxy=(1428,531,1605,551)
ad-text: Situated one mile from Dried Milk factory, Saleyards, butter factory and School; Railway 1½ miles; Cream cart passes; Daily Mail delivery. xyxy=(1115,638,1375,668)
divider xyxy=(1115,525,1375,526)
recommendation: WE RECOMMEND THE ABOVE. xyxy=(85,1303,231,1313)
agent-name: JOS. W. BOON, xyxy=(109,1713,209,1727)
ad-text: 300 ACRES, Mere Mere, all in grass, subdivided into 10 paddocks; watered by windmill and streams; 70 to 80 acres level, balance good 2-sheep and cattle country; 1½ mile from good cheese factory, on good metalled road; only 10 miles from Eawera; carrying at present 25 cows, 20 young cattle and 120 sheep. For quick sale, £18 per acre, with £1000 cash. xyxy=(1658,734,1919,806)
divider xyxy=(1115,1120,1375,1121)
article-text: The secretary was voted an honorarium of fifteen guineas. xyxy=(572,553,825,563)
agent-name: E. J. IBLE, xyxy=(1481,985,1552,998)
ad-text: 1000 ACRES, WAITOTARA, 600 acres grassed, 50 acres ploughable. Price £3 10s per acre. Terms arranged. xyxy=(1115,1144,1375,1165)
ad-subheading: —AND— xyxy=(1226,549,1264,558)
agent-subtitle: AND ROBERT WOOD. xyxy=(1467,554,1566,564)
column-2 xyxy=(295,39,566,1932)
agent-subtitle: LAND AGENT HAMILTON. xyxy=(105,1681,212,1690)
ad-text: SEE this cheap little settling down home, 13 acres freehold of beautiful land, all in grass, good orchard, house of 4 rooms, handy conveniences, and station and golf links. New mile from Hamilton. Going concern, with 4 cows and separator, only £1350; £350 cash. Special circumstances forcing the owner to quit, you must hurry to get this cheap bargain. Write or wire appointment for inspection. xyxy=(29,1585,289,1657)
agent-town: HAWERA. xyxy=(951,459,996,469)
ad-heading: DAIRY FARMS WANTED. xyxy=(1705,510,1873,524)
ad-text: If you purchase your boots and shoes from us. Every man who wants a pair of boots combining style, comfort and excellent service, should lose no time in inspecting OUR NEW STOCKS. For quality and value our footwear is unexcelled in Taranaki. xyxy=(306,936,554,988)
section-header: LAND FOR SALE. xyxy=(29,39,289,53)
ad-text: 86 ACRES freehold, all in grass and free of noxious weeds; level and well sheltered; subdivided into numerous paddocks; new bungalow house, hot and cold water, milking shed, 3-cow plant, large barn and implement shed, small orchard; school 200 yards from house, cheese factory ½ mile, good milk factory and station 2 miles, Cambridge 4 miles. xyxy=(29,968,289,1041)
section-header: STRATFORD. xyxy=(300,39,560,53)
page-columns xyxy=(23,39,1932,1932)
ad-text: Good 5-roomed House, 3 large Sheds, and several smaller sheds. Land all flat, all ploughable; 10 paddocks, sheep-proof fences. Now carrying 40 sheep, 10 cattle, 2 horses, and young stock. School adjoining. Cheese factory 1½ miles. xyxy=(1387,902,1647,953)
agent-town: BROADWAY, STRATFORD. xyxy=(378,1087,482,1097)
correspondent-note: (All communications, letters, etc., left with Mr. H. J. Hopkins, bookseller, will receive prompt attention.) xyxy=(582,68,822,87)
agent-office: Office: Barton and Taylor's Bldg. xyxy=(1181,1105,1309,1115)
agent-name: LYNSKY & EVANS xyxy=(893,427,1054,446)
agency-subtitle: COMPANY, LIMITED, HAWERA. xyxy=(86,823,231,832)
agent-phone: Telephone 232. P.O. Box 8. xyxy=(1193,510,1297,519)
ad-text: Estimates given for all descriptions of building work in town or country. Dairy factory work a speciality. Telephone 101. xyxy=(29,1752,289,1782)
agent-name: LEWIS AND CO. xyxy=(1717,595,1861,614)
ad-text: 1400 ACRES, WAITOTARA, 1000 acres grassed, 20 acres ploughable. Price £5 per acre. Terms arranged. xyxy=(1115,1170,1375,1190)
column-4 xyxy=(838,39,1110,1932)
article-text: The chairman reported that he was unable to attend the annual Conference, which would open in Wellington this week, but Mr. W. P. Kirkwood would represent the Chamber. xyxy=(572,502,832,533)
article-text: The Stratford Chamber of Commerce met last evening. Present:—Messrs J. B. Richards (chairman), R. Masters, M.P., F. Thomson, D. J. Malone, W. McDonald, C. Martin and the secretary (Mr. W. Power). xyxy=(572,122,832,163)
agent-subtitle: GENERAL COMMISSION AGENT, STRATFORD. xyxy=(1422,1051,1611,1061)
lingerie-subtitle: TO HAND. xyxy=(406,313,454,323)
agent-name: McCLUGGAGE AND CO., xyxy=(1706,232,1872,246)
waikato-subtitle: CONSIDER THE FOLLOWING PROPOSITIONS. xyxy=(51,876,267,886)
agent-phone: Post Office Box 26, Office Telephone 136, Private Telephones 73 and 169. xyxy=(1663,260,1915,279)
article-text: Sick headache, and a nauseous taste in the mouth, are oftentimes the effect of the food not having been digested. A simple and useful remedy is to be found in Sharland's Magnesia. Sold everywhere. xyxy=(572,1207,832,1248)
ad-text: ON MERIT ALONE WE SEEK YOUR PATRONAGE. xyxy=(331,1162,529,1171)
ad-text: 220 ACRES, L.T.T., all been ploughed, 15 acres swedes, 15 acres hay; well watered, carrying 60 dairy cows, beside young stock; 9 miles from Hamilton, metal roads, school ½ mile. Price, including above cows and all implements, £47 10s per acre, £1500 cash. xyxy=(29,912,289,964)
ad-text: We specialise in the repairing of all kinds of farm implements. xyxy=(34,1480,283,1503)
ad-text: RAINCOATS. xyxy=(405,580,456,589)
ad-text: 530 ACRES, Mostly level country of excellent quality; subdivided with sheep-proof fencing; watered by dams and small running streams; 2 miles from cheese factory and school; modern house of 7 rooms with hot and cold water connections, bathroom, etc.; carrying capacity 800 ewes, 300 dry ewes, 20 cows and young cattle, 10 horses; will do easily 140 cows and dry stock. A great bargain at £30 per acre, £2500 cash. xyxy=(1387,77,1647,159)
ad-text: 67 ACRES, all level and ploughable; lease has four years to run from July 1, 1920, at £2 per acre; five-roomed house, cowshed, motor garage; handy to Hawera by good metalled road, factory, school, etc., within one mile; abundance of winter feed; will milk 30 cows and do them well; for sale as a going concern, including cows, milking machines, and all necessary plant for working farm. Price £1500. Full particulars on application. xyxy=(29,486,289,568)
agency-names: A. C. BELL Land Salesman. xyxy=(105,1151,213,1161)
ad-text: TRENCH COATS FROM 77/6. xyxy=(372,601,489,611)
ad-heading: BUTCHERS! xyxy=(1475,772,1559,786)
divider xyxy=(300,287,560,288)
article-heading: CHAMBER OF COMMERCE. xyxy=(607,92,797,106)
ad-text: 70 ACRES, Inglewood, all in grass; good 5-roomed house, 6-bail cowshed, sheep-proof fences. Price £30 per acre, £1000 cash, balance 7 years at 6½ per cent. xyxy=(1115,985,1375,1016)
correspondent: (From Our Own Correspondent.) xyxy=(909,498,1038,508)
ad-text: EVERY Man likes to have a business of his own. This is YOUR opportunity. CARPE DIEM. xyxy=(1387,810,1647,830)
ad-text: PRICE: Including Goodwill £450. With this can be bought xyxy=(1404,881,1630,891)
agent-name: C. A. GRAY, xyxy=(1478,1034,1556,1048)
article-date: March 3. xyxy=(1065,1222,1104,1232)
article-text: A well-known local native named Koko died suddenly from influenza last week, and on Saturday morning another Maori, Mrs. Thompson, wife of Piwe Thompson, succumbed to the same disease. xyxy=(844,709,1104,750)
ad-text: 450 ACRES, good grazing country; o.r.p. tenure, situated on good dray road; 200 acres felled and grassed, balance good heavy bush; farm is situated about three miles from township and is good sheep or cattle country; greater part of the boundaries fenced and several subdivisions; good shed. Price only £2 5s per acre, with £250 cash, or property will pass Government valuation for soldiers. xyxy=(1115,111,1375,184)
ad-subheading: PARTLY IMPROVED DAIRY FARM xyxy=(1440,1167,1594,1177)
ad-heading: READ THIS! xyxy=(1475,793,1559,806)
agent-box: BOX 624, AUCKLAND. xyxy=(1472,1294,1562,1303)
ad-subheading: SUPERFLUOUS HAIR QUICKLY DESTROYED. xyxy=(1140,1250,1350,1260)
ad-text: 520 ACRES freehold, L.T., all in grass; portion drained swamp; all has been flax and cabbage tree country; fine of weeds; on good road; subdivided into 22 paddocks; all has been ploughed; watered by windmills and running stream; estimated to carry 225 cows; 2 miles to factory, school and post office. Dwelling (old) of 6 rooms, also cottage of 5 rooms, woolshed, stables and cowshed with concrete floor. If too large for one man will consider cutting farm in two. This is really very fine country, and the terms offered are exceptionally easy. PRICE £55 per acre, with £3000 cash, balance arranged. xyxy=(29,289,289,403)
box-title: HOW DO THESE PROPERTIES STRIKE YOU? xyxy=(1141,70,1349,98)
ad-text: GLAXO has paid 2/3 per lb. butter-fat. CHEESE has paid 2/5 per lb. butter-fat. xyxy=(1658,348,1919,368)
waikato-heading: WAIKATO SUNNY WAIKATO xyxy=(32,844,285,863)
ad-text: 'Phone 186— xyxy=(1763,951,1815,961)
ad-text: Agents for McCormick & Deering Farm Machinery, New Zealandia Milking Machines, I.H.C. Motor Trucks, Mogul Engines, etc. Northern Assurance Company. xyxy=(1387,463,1647,494)
ad-text: SOLE AGENT, xyxy=(1489,969,1545,978)
boot-store-ad xyxy=(300,893,560,1030)
agent-name: J. H. WITT, xyxy=(393,1246,468,1260)
section-header: STRATFORD. xyxy=(572,39,832,53)
lingerie-item: LADIES' SILK KNICKERS, 10s 6d. xyxy=(300,415,448,425)
article-text: It's time to have that long-promised portrait taken. No need to wait for a fine day. With the equipment at St. Allister's Studio, Stratford, you can be taken any time, day or night. The most up-to-date Studio in Taranaki—McAllister's. xyxy=(572,931,832,972)
